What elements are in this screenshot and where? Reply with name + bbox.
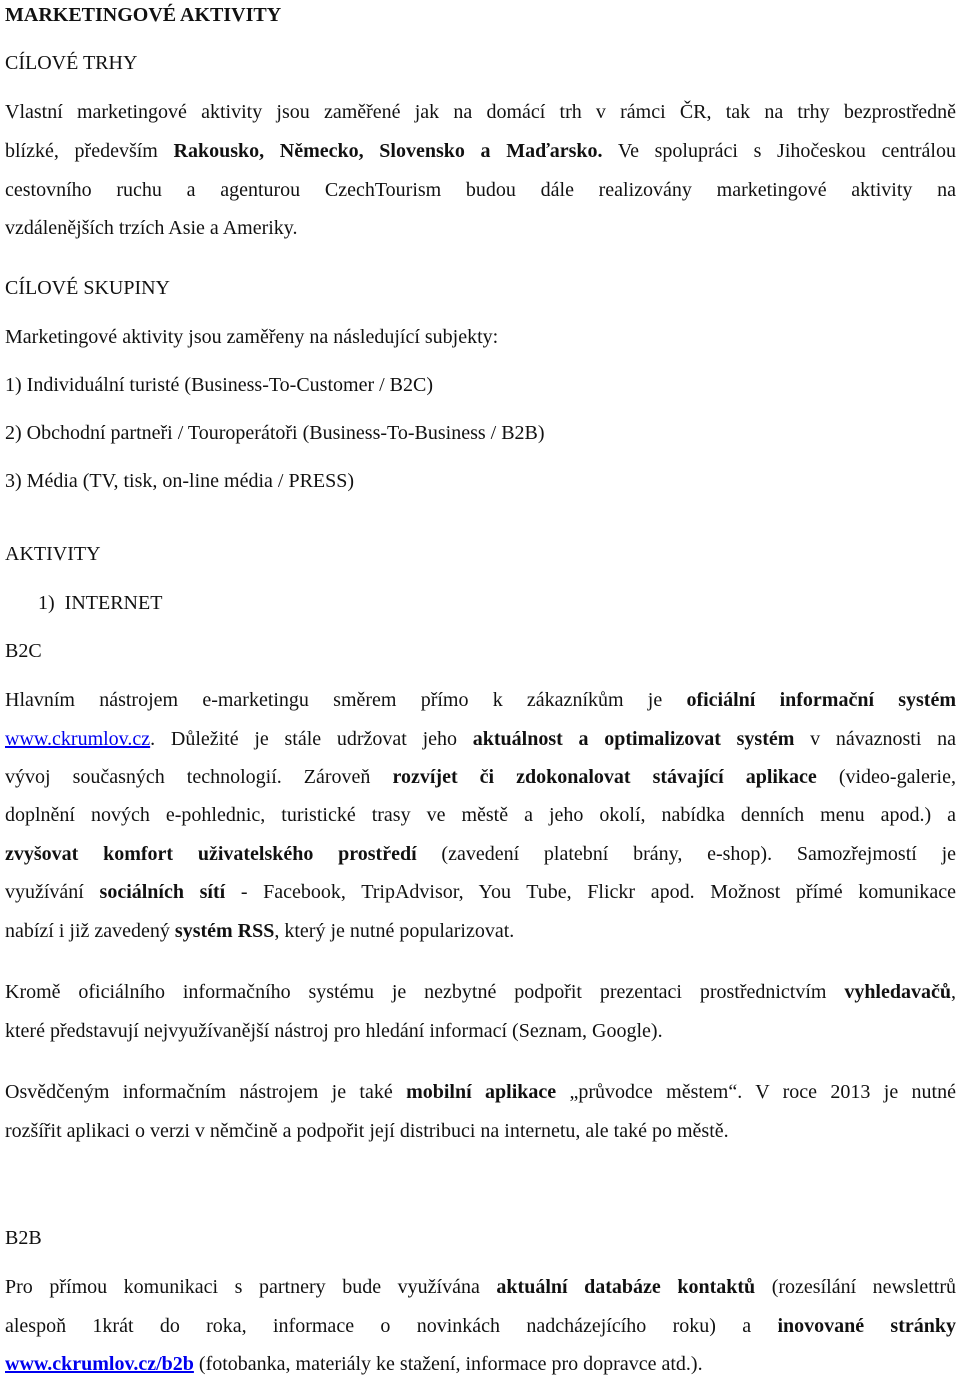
heading-b2c: B2C [5,640,42,662]
paragraph-line: Osvědčeným informačním nástrojem je také mobilní aplikace „průvodce městem“. V roce 2013 je nutné [5,1081,956,1103]
heading-activities: AKTIVITY [5,543,101,565]
paragraph-line: alespoň 1krát do roka, informace o novinkách nadcházejícího roku) a inovované stránky [5,1315,957,1337]
b2b-link[interactable]: www.ckrumlov.cz/b2b [5,1353,194,1375]
subheading-internet: 1) INTERNET [38,592,163,614]
paragraph-line: doplnění nových e-pohlednic, turistické trasy ve městě a jeho okolí, nabídka denních menu apod.) a [5,804,956,826]
paragraph-line: využívání sociálních sítí - Facebook, TripAdvisor, You Tube, Flickr apod. Možnost přímé komunikace [5,881,956,903]
list-item: 3) Média (TV, tisk, on-line média / PRESS) [5,470,355,492]
paragraph-line: Hlavním nástrojem e-marketingu směrem přímo k zákazníkům je oficiální informační systém [5,689,956,711]
list-item: 1) Individuální turisté (Business-To-Customer / B2C) [5,374,434,396]
paragraph-line: www.ckrumlov.cz. Důležité je stále udržovat jeho aktuálnost a optimalizovat systém v návaznosti na [5,728,957,750]
list-item: 2) Obchodní partneři / Touroperátoři (Business-To-Business / B2B) [5,422,545,444]
heading-b2b: B2B [5,1227,42,1249]
paragraph-line: vzdálenějších trzích Asie a Ameriky. [5,217,298,239]
paragraph-line: www.ckrumlov.cz/b2b (fotobanka, materiály ke stažení, informace pro dopravce atd.). [5,1353,703,1375]
paragraph-line: Pro přímou komunikaci s partnery bude využívána aktuální databáze kontaktů (rozesílání newslettrů [5,1276,956,1298]
heading-target-groups: CÍLOVÉ SKUPINY [5,277,170,299]
paragraph-line: vývoj současných technologií. Zároveň rozvíjet či zdokonalovat stávající aplikace (video-galerie, [5,766,956,788]
website-link[interactable]: www.ckrumlov.cz [5,728,151,750]
page-title: MARKETINGOVÉ AKTIVITY [5,4,282,26]
paragraph-line: zvyšovat komfort uživatelského prostředí (zavedení platební brány, e-shop). Samozřejmostí je [5,843,956,865]
paragraph-line: blízké, především Rakousko, Německo, Slovensko a Maďarsko. Ve spolupráci s Jihočeskou centrálou [5,140,956,162]
paragraph-line: které představují nejvyužívanější nástroj pro hledání informací (Seznam, Google). [5,1020,663,1042]
heading-target-markets: CÍLOVÉ TRHY [5,52,138,74]
paragraph-line: Kromě oficiálního informačního systému je nezbytné podpořit prezentaci prostřednictvím vyhledavačů, [5,981,956,1003]
paragraph-line: cestovního ruchu a agenturou CzechTourism budou dále realizovány marketingové aktivity na [5,179,956,201]
target-groups-intro: Marketingové aktivity jsou zaměřeny na následující subjekty: [5,326,499,348]
paragraph-line: nabízí i již zavedený systém RSS, který je nutné popularizovat. [5,920,515,942]
paragraph-line: rozšířit aplikaci o verzi v němčině a podpořit její distribuci na internetu, ale také po městě. [5,1120,729,1142]
paragraph-line: Vlastní marketingové aktivity jsou zaměřené jak na domácí trh v rámci ČR, tak na trhy bezprostředně [5,101,956,123]
